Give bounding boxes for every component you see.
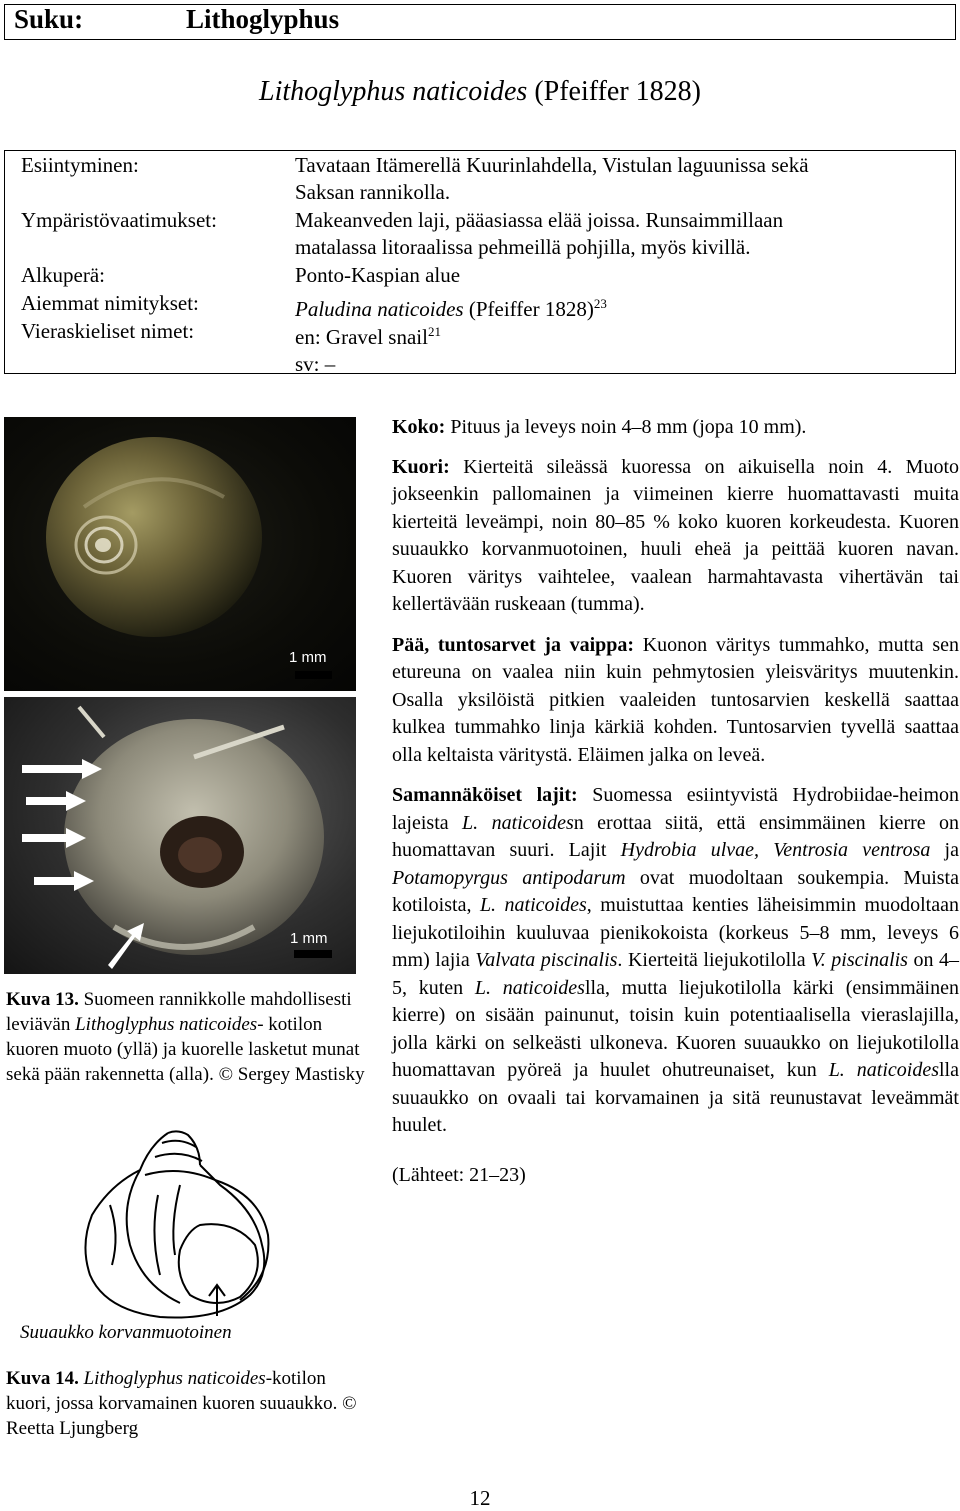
species-name: Lithoglyphus naticoides bbox=[259, 76, 528, 107]
figure-14-label: Kuva 14. bbox=[6, 1368, 79, 1389]
similar-text: n erottaa siitä, että ensimmäinen kierre on huomattavan suuri. Lajit bbox=[392, 811, 960, 861]
english-name-text: en: Gravel snail bbox=[295, 325, 428, 349]
species-title bbox=[0, 76, 960, 108]
similar-species-label: Samannäköiset lajit: bbox=[392, 784, 578, 806]
shell-photo bbox=[4, 417, 356, 691]
similar-species-name: Hydrobia ulvae, Ventrosia ventrosa bbox=[620, 839, 931, 861]
environment-line: Makeanveden laji, pääasiassa elää joissa. Runsaimmillaan bbox=[295, 208, 784, 232]
genus-label: Suku: bbox=[14, 4, 84, 34]
sources: (Lähteet: 21–23) bbox=[392, 1163, 526, 1186]
similar-text: ja bbox=[930, 839, 959, 861]
scale-bar-top bbox=[295, 671, 332, 679]
environment-line: matalassa litoraalissa pehmeillä pohjilla, myös kivillä. bbox=[295, 235, 751, 259]
foreign-names-value bbox=[295, 318, 945, 378]
similar-text: . Kierteitä liejukotilolla bbox=[617, 949, 812, 971]
similar-text: Suomessa esiintyvistä Hydrobiidae-heimon lajeista bbox=[392, 784, 960, 834]
size-label: Koko: bbox=[392, 416, 446, 438]
shell-paragraph bbox=[392, 454, 959, 619]
figure-13-caption bbox=[6, 987, 366, 1087]
head-paragraph bbox=[392, 632, 959, 770]
description-column bbox=[392, 414, 959, 1202]
similar-text: lla, mutta liejukotilolla kärki (ensimmäinen kierre) on sisään painunut, toisin kuin potentiaalisella vieraslajilla, jolla kärki on selkeästi ulkoneva. Kuoren suuaukko on liejukotilolla huomattavan pyöreä ja huulet ohutreunaiset, kun bbox=[392, 976, 959, 1081]
occurrence-value bbox=[295, 152, 945, 206]
similar-species-name: L. naticoides bbox=[828, 1059, 939, 1081]
similar-text: lla suuaukko on ovaali tai korvamainen ja sitä reunustavat leveämmät huulet. bbox=[392, 1059, 959, 1136]
environment-value bbox=[295, 207, 945, 261]
drawing-label-text: Suuaukko korvanmuotoinen bbox=[20, 1322, 232, 1343]
caption-text: - kotilon kuoren muoto (yllä) ja kuorelle lasketut munat sekä pään rakennetta (alla). © Sergey Mastisky bbox=[6, 1014, 365, 1085]
genus-header-box bbox=[4, 4, 956, 40]
size-text: Pituus ja leveys noin 4–8 mm (jopa 10 mm). bbox=[445, 416, 807, 438]
origin-value: Ponto-Kaspian alue bbox=[295, 263, 461, 287]
snail-eggs-photo bbox=[4, 697, 356, 974]
scale-label-bottom: 1 mm bbox=[290, 930, 328, 947]
figure-13-label: Kuva 13. bbox=[6, 989, 79, 1010]
english-name-ref: 21 bbox=[427, 324, 441, 339]
genus-name: Lithoglyphus bbox=[186, 4, 340, 34]
similar-text: on 4–5, kuten bbox=[392, 949, 959, 999]
size-paragraph bbox=[392, 414, 959, 442]
similar-species-name: L. naticoides bbox=[474, 976, 585, 999]
caption-text: Suomeen rannikkolle mahdollisesti leviävän bbox=[6, 989, 352, 1035]
environment-label: Ympäristövaatimukset: bbox=[21, 208, 217, 232]
caption-species: Lithoglyphus naticoides bbox=[78, 1368, 266, 1389]
origin-label: Alkuperä: bbox=[21, 263, 105, 287]
swedish-name: sv: – bbox=[295, 352, 336, 376]
head-text: Kuonon väritys tummahko, mutta sen etureuna on vaalea niin kuin pehmytosien yleisväritys muutenkin. Osalla yksilöistä pitkien vaaleiden tuntosarvien keskellä saattaa kulkea tummahko linja kärkiä kohden. Tuntosarvien tyvellä saattaa olla keltaista väritystä. Eläimen jalka on leveä. bbox=[392, 633, 959, 766]
similar-species-name: Valvata piscinalis bbox=[475, 949, 618, 971]
scale-label-top: 1 mm bbox=[289, 649, 327, 666]
aperture-arrow-icon bbox=[205, 1282, 229, 1318]
similar-species-name: Potamopyrgus antipodarum bbox=[392, 866, 626, 889]
occurrence-line: Saksan rannikolla. bbox=[295, 180, 451, 204]
caption-text: -kotilon kuori, jossa korvamainen kuoren suuaukko. © Reetta Ljungberg bbox=[6, 1368, 357, 1439]
shell-drawing bbox=[50, 1125, 310, 1325]
head-label: Pää, tuntosarvet ja vaippa: bbox=[392, 633, 635, 656]
species-info-box bbox=[4, 150, 956, 374]
similar-text: , muistuttaa kenties läheisimmin muodoltaan liejukotiloihin kuuluvaa pienikokoista (korkeus 5–8 mm, leveys 6 mm) lajia bbox=[392, 894, 959, 971]
shell-label: Kuori: bbox=[392, 455, 450, 478]
english-name bbox=[295, 318, 945, 351]
page-number: 12 bbox=[469, 1486, 491, 1510]
shell-drawing-svg bbox=[50, 1125, 310, 1325]
synonym-name: Paludina naticoides bbox=[295, 297, 464, 321]
synonym-author: (Pfeiffer 1828) bbox=[463, 297, 594, 321]
species-author: (Pfeiffer 1828) bbox=[527, 76, 701, 107]
similar-species-paragraph bbox=[392, 782, 959, 1140]
occurrence-line: Tavataan Itämerellä Kuurinlahdella, Vistulan laguunissa sekä bbox=[295, 153, 809, 177]
shell-text: Kierteitä sileässä kuoressa on aikuisella noin 4. Muoto jokseenkin pallomainen ja viimeinen kierre huomattavasti muita kierteitä leveämpi, noin 80–85 % koko kuoren korkeudesta. Kuoren suuaukko korvanmuotoinen, huuli eheä ja peittää kuoren navan. Kuoren väritys vaihtelee, vaalean harmahtavasta vihertävän tai kellertävään ruskeaan (tumma). bbox=[392, 455, 959, 615]
similar-text: ovat muodoltaan soukempia. Muista kotiloista, bbox=[392, 866, 959, 916]
figure-14-caption bbox=[6, 1366, 366, 1441]
similar-species-name: L. naticoides bbox=[479, 894, 587, 916]
foreign-names-label: Vieraskieliset nimet: bbox=[21, 319, 195, 343]
drawing-label bbox=[20, 1322, 232, 1344]
scale-bar-bottom bbox=[294, 950, 332, 958]
synonym-ref: 23 bbox=[593, 296, 607, 311]
caption-species: Lithoglyphus naticoides bbox=[75, 1014, 258, 1035]
similar-species-name: L. naticoides bbox=[462, 811, 574, 834]
occurrence-label: Esiintyminen: bbox=[21, 153, 139, 177]
synonyms-label: Aiemmat nimitykset: bbox=[21, 291, 199, 315]
similar-species-name: V. piscinalis bbox=[811, 949, 908, 971]
